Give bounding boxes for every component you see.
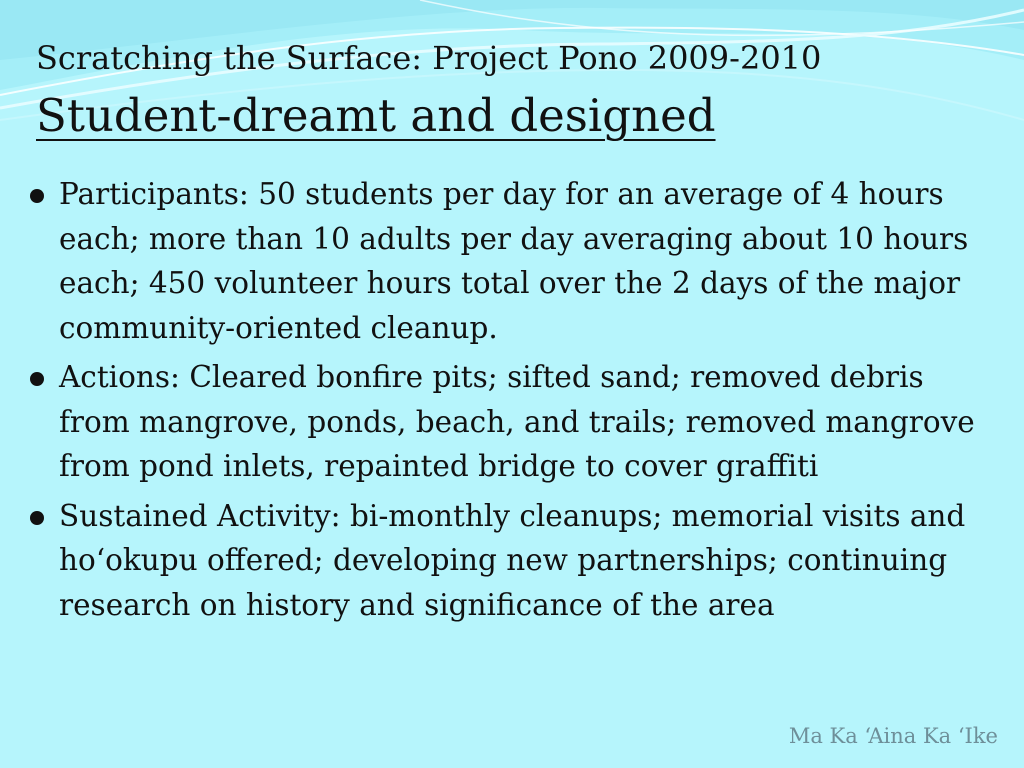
bullet-item-sustained-activity — [28, 494, 988, 628]
slide-subtitle: Student-dreamt and designed — [36, 89, 716, 142]
slide-title: Scratching the Surface: Project Pono 2009-2010 — [36, 39, 822, 77]
bullet-list — [28, 172, 988, 632]
bullet-text: Sustained Activity: bi-monthly cleanups; memorial visits and ho‘okupu offered; developing new partnerships; continuing research on history and significance of the area — [59, 498, 966, 622]
bullet-dot-icon — [30, 511, 44, 525]
bullet-item-participants — [28, 172, 988, 350]
footer-text: Ma Ka ‘Aina Ka ‘Ike — [788, 724, 998, 748]
bullet-text: Actions: Cleared bonfire pits; sifted sand; removed debris from mangrove, ponds, beach, and trails; removed mangrove from pond inlets, repainted bridge to cover graffiti — [59, 360, 975, 483]
bullet-dot-icon — [30, 189, 44, 203]
bullet-text: Participants: 50 students per day for an average of 4 hours each; more than 10 adults per day averaging about 10 hours each; 450 volunteer hours total over the 2 days of the major community-oriented cleanup. — [59, 177, 969, 345]
bullet-item-actions — [28, 355, 988, 489]
bullet-dot-icon — [30, 372, 44, 386]
